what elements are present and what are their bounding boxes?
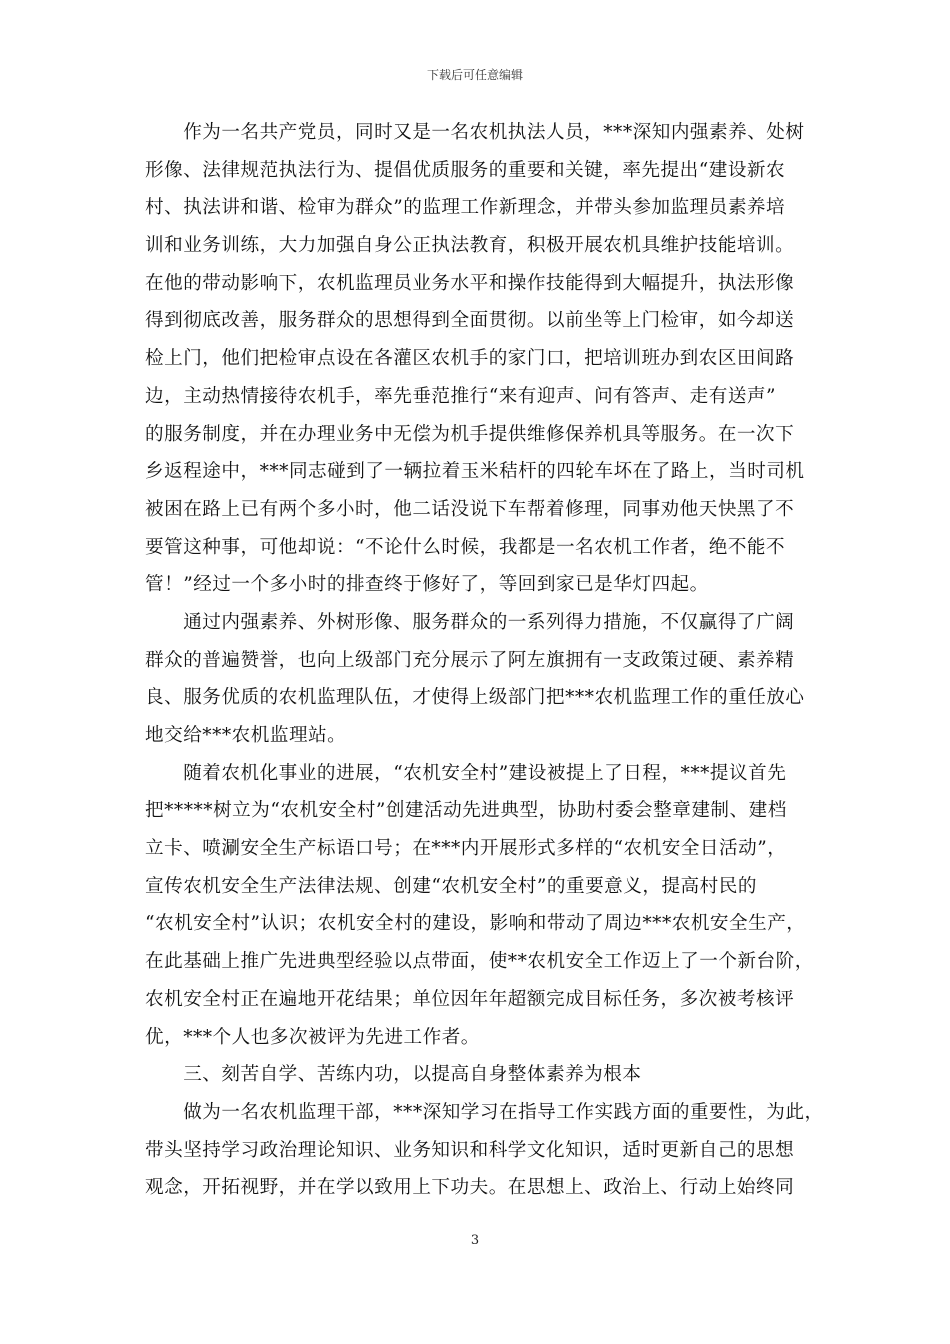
text-line: 随着农机化事业的进展，“农机安全村”建设被提上了日程，***提议首先 xyxy=(145,762,787,784)
text-line: 优，***个人也多次被评为先进工作者。 xyxy=(145,1026,480,1048)
text-line: 通过内强素养、外树形像、服务群众的一系列得力措施，不仅赢得了广阔 xyxy=(145,611,795,633)
text-line: 要管这种事，可他却说：“不论什么时候，我都是一名农机工作者，绝不能不 xyxy=(145,536,786,558)
text-line: “农机安全村”认识；农机安全村的建设，影响和带动了周边***农机安全生产， xyxy=(145,913,806,935)
page-number: 3 xyxy=(470,1233,480,1248)
document-body xyxy=(145,114,824,1207)
text-line: 宣传农机安全生产法律法规、创建“农机安全村”的重要意义，提高村民的 xyxy=(145,875,757,897)
text-line: 在他的带动影响下，农机监理员业务水平和操作技能得到大幅提升，执法形像 xyxy=(145,272,795,294)
text-line: 作为一名共产党员，同时又是一名农机执法人员，***深知内强素养、处树 xyxy=(145,122,805,143)
text-line: 观念，开拓视野，并在学以致用上下功夫。在思想上、政治上、行动上始终同 xyxy=(145,1177,795,1199)
text-line: 乡返程途中，***同志碰到了一辆拉着玉米秸杆的四轮车坏在了路上，当时司机 xyxy=(145,461,805,483)
text-line: 做为一名农机监理干部，***深知学习在指导工作实践方面的重要性，为此， xyxy=(145,1101,824,1123)
text-line: 立卡、喷涮安全生产标语口号；在***内开展形式多样的“农机安全日活动”， xyxy=(145,838,787,860)
text-line: 良、服务优质的农机监理队伍，才使得上级部门把***农机监理工作的重任放心 xyxy=(145,687,805,709)
text-line: 村、执法讲和谐、检审为群众”的监理工作新理念，并带头参加监理员素养培 xyxy=(145,197,786,219)
text-line: 的服务制度，并在办理业务中无偿为机手提供维修保养机具等服务。在一次下 xyxy=(145,423,795,445)
text-line: 把*****树立为“农机安全村”创建活动先进典型，协助村委会整章建制、建档 xyxy=(145,800,787,822)
text-line: 农机安全村正在遍地开花结果；单位因年年超额完成目标任务，多次被考核评 xyxy=(145,988,795,1010)
section-heading: 三、刻苦自学、苦练内功，以提高自身整体素养为根本 xyxy=(145,1064,642,1086)
text-line: 被困在路上已有两个多小时，他二话没说下车帮着修理，同事劝他天快黑了不 xyxy=(145,498,795,520)
text-line: 在此基础上推广先进典型经验以点带面，使**农机安全工作迈上了一个新台阶， xyxy=(145,951,814,973)
text-line: 检上门，他们把检审点设在各灌区农机手的家门口，把培训班办到农区田间路 xyxy=(145,348,795,370)
text-line: 形像、法律规范执法行为、提倡优质服务的重要和关键，率先提出“建设新农 xyxy=(145,159,786,181)
text-line: 边，主动热情接待农机手，率先垂范推行“来有迎声、问有答声、走有送声” xyxy=(145,385,777,407)
text-line: 训和业务训练，大力加强自身公正执法教育，积极开展农机具维护技能培训。 xyxy=(145,235,795,257)
text-line: 得到彻底改善，服务群众的思想得到全面贯彻。以前坐等上门检审，如今却送 xyxy=(145,310,795,332)
text-line: 带头坚持学习政治理论知识、业务知识和科学文化知识，适时更新自己的思想 xyxy=(145,1139,795,1161)
text-line: 地交给***农机监理站。 xyxy=(145,725,347,746)
text-line: 管！”经过一个多小时的排查终于修好了，等回到家已是华灯四起。 xyxy=(145,574,709,596)
text-line: 群众的普遍赞誉，也向上级部门充分展示了阿左旗拥有一支政策过硬、素养精 xyxy=(145,649,795,671)
page-header: 下载后可任意编辑 xyxy=(426,68,523,82)
